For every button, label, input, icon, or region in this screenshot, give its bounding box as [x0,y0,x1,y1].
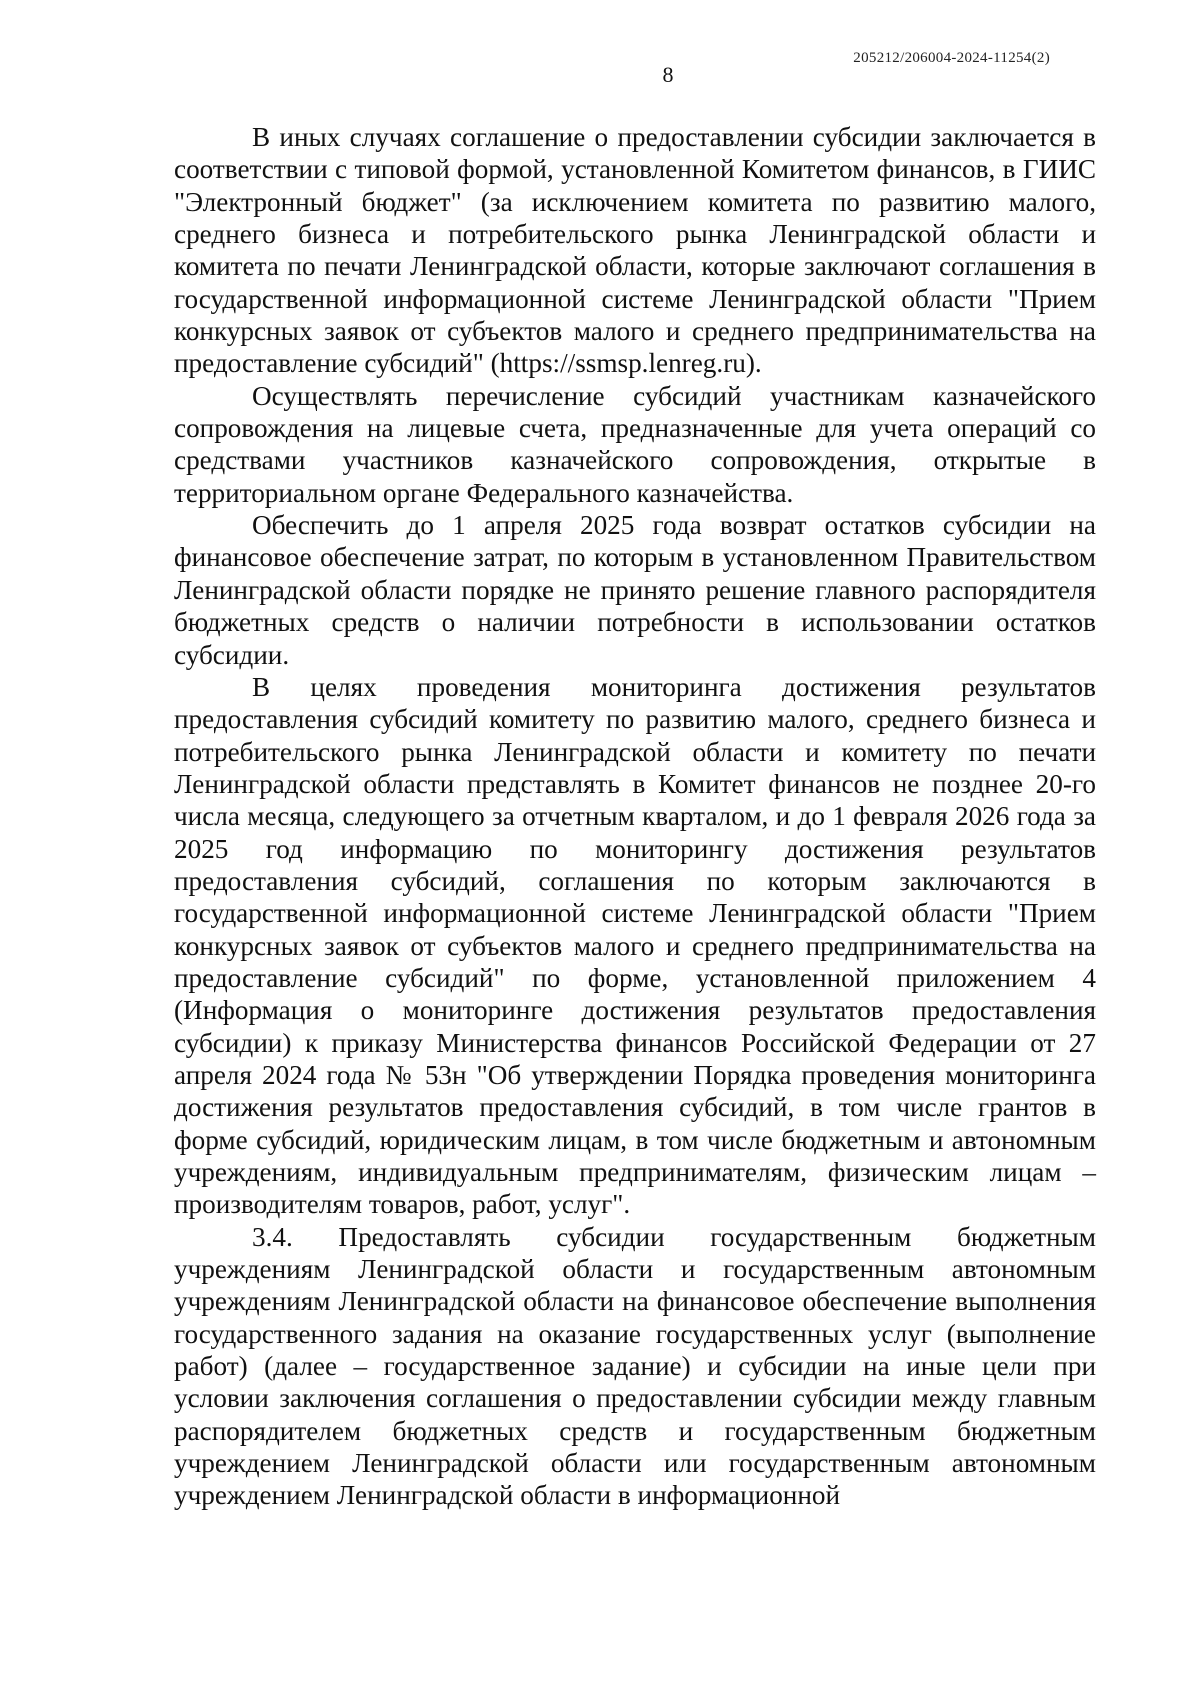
paragraph-monitoring-results: В целях проведения мониторинга достижения результатов предоставления субсидий комитету по развитию малого, среднего бизнеса и потребительского рынка Ленинградской области и комитету по печати Ленинградской области представлять в Комитет финансов не позднее 20-го числа месяца, следующего за отчетным кварталом, и до 1 февраля 2026 года за 2025 год информацию по мониторингу достижения результатов предоставления субсидий, соглашения по которым заключаются в государственной информационной системе Ленинградской области "Прием конкурсных заявок от субъектов малого и среднего предпринимательства на предоставление субсидий" по форме, установленной приложением 4 (Информация о мониторинге достижения результатов предоставления субсидии) к приказу Министерства финансов Российской Федерации от 27 апреля 2024 года № 53н "Об утверждении Порядка проведения мониторинга достижения результатов предоставления субсидий, в том числе грантов в форме субсидий, юридическим лицам, в том числе бюджетным и автономным учреждениям, индивидуальным предпринимателям, физическим лицам – производителям товаров, работ, услуг". [174,671,1096,1220]
paragraph-agreement-standard-form: В иных случаях соглашение о предоставлении субсидии заключается в соответствии с типовой формой, установленной Комитетом финансов, в ГИИС "Электронный бюджет" (за исключением комитета по развитию малого, среднего бизнеса и потребительского рынка Ленинградской области и комитета по печати Ленинградской области, которые заключают соглашения в государственной информационной системе Ленинградской области "Прием конкурсных заявок от субъектов малого и среднего предпринимательства на предоставление субсидий" (https://ssmsp.lenreg.ru). [174,122,1096,379]
document-body [174,121,1096,1512]
document-registration-number: 205212/206004-2024-11254(2) [853,50,1050,66]
paragraph-section-3-4: 3.4. Предоставлять субсидии государственным бюджетным учреждениям Ленинградской области и государственным автономным учреждениям Ленинградской области на финансовое обеспечение выполнения государственного задания на оказание государственных услуг (выполнение работ) (далее – государственное задание) и субсидии на иные цели при условии заключения соглашения о предоставлении субсидии между главным распорядителем бюджетных средств и государственным бюджетным учреждением Ленинградской области или государственным автономным учреждением Ленинградской области в информационной [174,1221,1096,1511]
page-number: 8 [662,62,674,87]
paragraph-subsidy-transfer: Осуществлять перечисление субсидий участникам казначейского сопровождения на лицевые счета, предназначенные для учета операций со средствами участников казначейского сопровождения, открытые в территориальном органе Федерального казначейства. [174,380,1096,508]
paragraph-subsidy-balance-return: Обеспечить до 1 апреля 2025 года возврат остатков субсидии на финансовое обеспечение затрат, по которым в установленном Правительством Ленинградской области порядке не принято решение главного распорядителя бюджетных средств о наличии потребности в использовании остатков субсидии. [174,510,1096,670]
